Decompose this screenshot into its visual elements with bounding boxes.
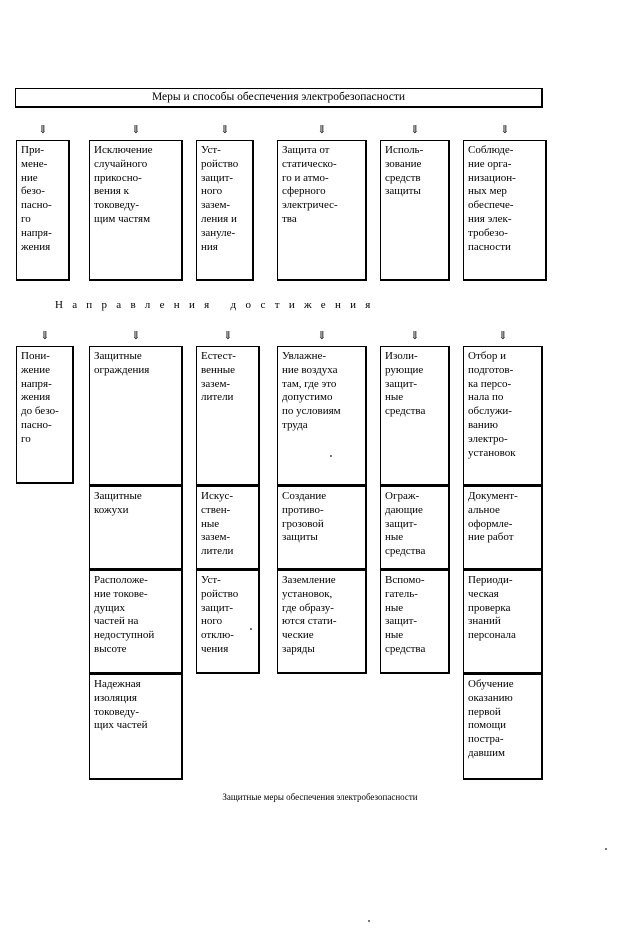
scan-speck [250, 628, 252, 630]
direction-box: Защитные кожухи [89, 486, 183, 570]
down-arrow-icon: ⇓ [317, 330, 327, 342]
direction-box: Пони- жение напря- жения до безо- пасно- го [16, 346, 74, 484]
down-arrow-icon: ⇓ [38, 124, 48, 136]
direction-box: Защитные ограждения [89, 346, 183, 486]
measure-box: При- мене- ние безо- пасно- го напря- жения [16, 140, 70, 281]
down-arrow-icon: ⇓ [40, 330, 50, 342]
down-arrow-icon: ⇓ [410, 124, 420, 136]
down-arrow-icon: ⇓ [223, 330, 233, 342]
down-arrow-icon: ⇓ [220, 124, 230, 136]
down-arrow-icon: ⇓ [500, 124, 510, 136]
measure-box: Уст- ройство защит- ного зазем- ления и зануле- ния [196, 140, 254, 281]
direction-box: Обучение оказанию первой помощи постра- давшим [463, 674, 543, 780]
scan-speck [368, 920, 370, 922]
down-arrow-icon: ⇓ [410, 330, 420, 342]
direction-box: Заземление установок, где образу- ются стати- ческие заряды [277, 570, 367, 674]
direction-box: Создание противо- грозовой защиты [277, 486, 367, 570]
down-arrow-icon: ⇓ [131, 124, 141, 136]
direction-box: Увлажне- ние воздуха там, где это допустимо по условиям труда [277, 346, 367, 486]
direction-box: Искус- ствен- ные зазем- лители [196, 486, 260, 570]
measure-box: Исключение случайного прикосно- вения к токоведу- щим частям [89, 140, 183, 281]
direction-box: Естест- венные зазем- лители [196, 346, 260, 486]
direction-box: Документ- альное оформле- ние работ [463, 486, 543, 570]
down-arrow-icon: ⇓ [131, 330, 141, 342]
scan-speck [605, 848, 607, 850]
direction-box: Расположе- ние токове- дущих частей на недоступной высоте [89, 570, 183, 674]
measure-box: Соблюде- ние орга- низацион- ных мер обеспече- ния элек- тробезо- пасности [463, 140, 547, 281]
down-arrow-icon: ⇓ [498, 330, 508, 342]
diagram-title: Меры и способы обеспечения электробезопасности [15, 88, 543, 108]
measure-box: Защита от статическо- го и атмо- сферного электричес- тва [277, 140, 367, 281]
direction-box: Ограж- дающие защит- ные средства [380, 486, 450, 570]
direction-box: Вспомо- гатель- ные защит- ные средства [380, 570, 450, 674]
direction-box: Уст- ройство защит- ного отклю- чения [196, 570, 260, 674]
direction-box: Периоди- ческая проверка знаний персонала [463, 570, 543, 674]
figure-caption: Защитные меры обеспечения электробезопасности [222, 792, 418, 802]
down-arrow-icon: ⇓ [317, 124, 327, 136]
scan-speck [330, 455, 332, 457]
direction-box: Отбор и подготов- ка персо- нала по обслужи- ванию электро- установок [463, 346, 543, 486]
direction-box: Изоли- рующие защит- ные средства [380, 346, 450, 486]
measure-box: Исполь- зование средств защиты [380, 140, 450, 281]
section-title: Направления достижения [55, 299, 380, 311]
direction-box: Надежная изоляция токоведу- щих частей [89, 674, 183, 780]
